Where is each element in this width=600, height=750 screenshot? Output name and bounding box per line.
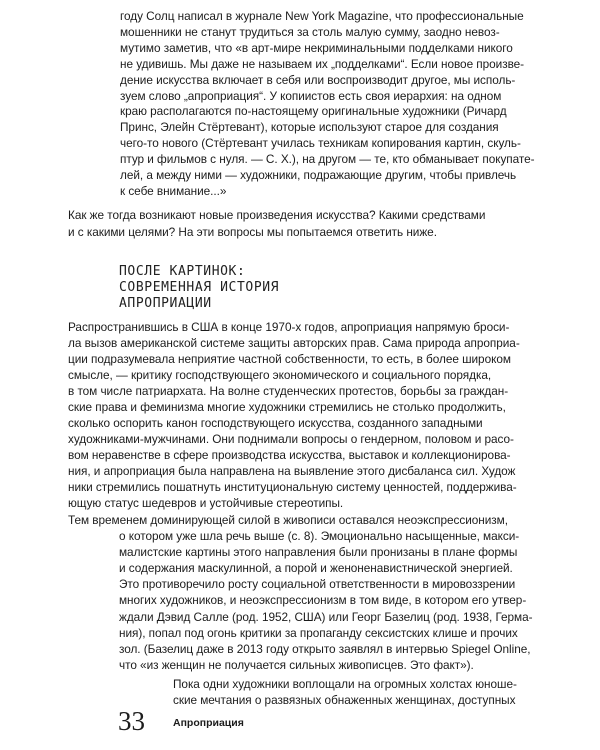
text-line: вом неравенстве в сфере производства искусства, выставок и коллекционирова- [68, 448, 511, 462]
text-line: в том числе патриархата. На волне студенческих протестов, борьбы за граждан- [68, 384, 509, 398]
text-line: ющую статус шедевров и устойчивые стереотипы. [68, 496, 344, 510]
running-head: Апроприация [173, 717, 244, 729]
text-line: Принс, Элейн Стёртевант), которые используют старое для создания [120, 120, 499, 135]
text-line: ла вызов американской системе защиты авторских прав. Сама природа апроприа- [68, 336, 520, 350]
text-line: и содержания маскулинной, а порой и женоненавистнической энергией. [119, 561, 513, 576]
section-heading-line: ПОСЛЕ КАРТИНОК: [119, 264, 246, 279]
text-line: ния, и апроприация была направлена на выявление этого дисбаланса сил. Худож [68, 464, 516, 478]
text-line: ния), попал под огонь критики за пропаганду сексистских клише и прочих [119, 625, 518, 640]
text-line: чего-то нового (Стёртевант училась техникам копирования картин, скуль- [120, 136, 521, 151]
text-line: дение искусства включает в себя или воспроизводит другое, мы исполь- [120, 72, 516, 87]
text-line: многих художников, и неоэкспрессионизм в том виде, в котором его утвер- [119, 593, 527, 608]
text-line: году Солц написал в журнале New York Magazine, что профессиональные [120, 9, 524, 23]
section-heading-line: АПРОПРИАЦИИ [119, 296, 212, 311]
section-heading [119, 264, 279, 312]
text-line: ники стремились пошатнуть институциональную систему ценностей, поддержива- [68, 480, 517, 494]
text-line: краю располагаются по-настоящему оригинальные художники (Ричард [120, 104, 507, 119]
text-line: мутимо заметив, что «в арт-мире некриминальными подделками никого [120, 40, 513, 55]
body-paragraph-2-first-line: Тем временем доминирующей силой в живописи оставался неоэкспрессионизм, [68, 513, 508, 527]
text-line: мошенники не станут трудиться за столь малую сумму, заодно невоз- [120, 24, 500, 39]
text-line: к себе внимание...» [120, 183, 227, 198]
text-line: ские мечтания о развязных обнаженных женщинах, доступных [173, 693, 516, 707]
text-line: Распространившись в США в конце 1970-х годов, апроприация напрямую броси- [68, 320, 510, 334]
text-line: зуем слово „апроприация“. У копиистов есть своя иерархия: на одном [120, 88, 502, 103]
text-line: ские права и феминизма многие художники стремились не столько продолжить, [68, 400, 506, 414]
text-line: и с какими целями? На эти вопросы мы попытаемся ответить ниже. [68, 224, 437, 239]
text-line: ждали Дэвид Салле (род. 1952, США) или Георг Базелиц (род. 1938, Герма- [119, 609, 533, 624]
text-line: Пока одни художники воплощали на огромных холстах юноше- [173, 677, 517, 691]
text-line: сколько оспорить канон господствующего искусства, созданного западными [68, 416, 483, 430]
text-line: ции подразумевала неприятие частной собственности, то есть, в более широком [68, 352, 511, 366]
text-line: Как же тогда возникают новые произведения искусства? Какими средствами [68, 208, 486, 222]
page-number: 33 [118, 706, 145, 736]
text-line: смысле, — критику господствующего экономического и социального порядка, [68, 368, 492, 382]
text-line: Это противоречило росту социальной ответственности в мировоззрении [119, 577, 516, 592]
text-line: лей, а между ними — художники, подражающие другим, чтобы привлечь [120, 168, 517, 182]
text-line: художниками-мужчинами. Они поднимали вопросы о гендерном, половом и расо- [68, 432, 514, 446]
text-line: не удивишь. Мы даже не называем их „подделками“. Если новое произве- [120, 56, 525, 71]
text-line: зол. (Базелиц даже в 2013 году открыто заявлял в интервью Spiegel Online, [119, 641, 531, 656]
text-line: что «из женщин не получается сильных живописцев. Это факт»). [119, 657, 474, 672]
section-heading-line: СОВРЕМЕННАЯ ИСТОРИЯ [119, 280, 280, 295]
text-line: малистские картины этого направления были пронизаны в плане формы [119, 545, 518, 560]
text-line: птур и фильмов с нуля. — С. Х.), на другом — те, кто обманывает покупате- [120, 152, 535, 167]
text-line: о котором уже шла речь выше (с. 8). Эмоционально насыщенные, макси- [119, 529, 520, 543]
